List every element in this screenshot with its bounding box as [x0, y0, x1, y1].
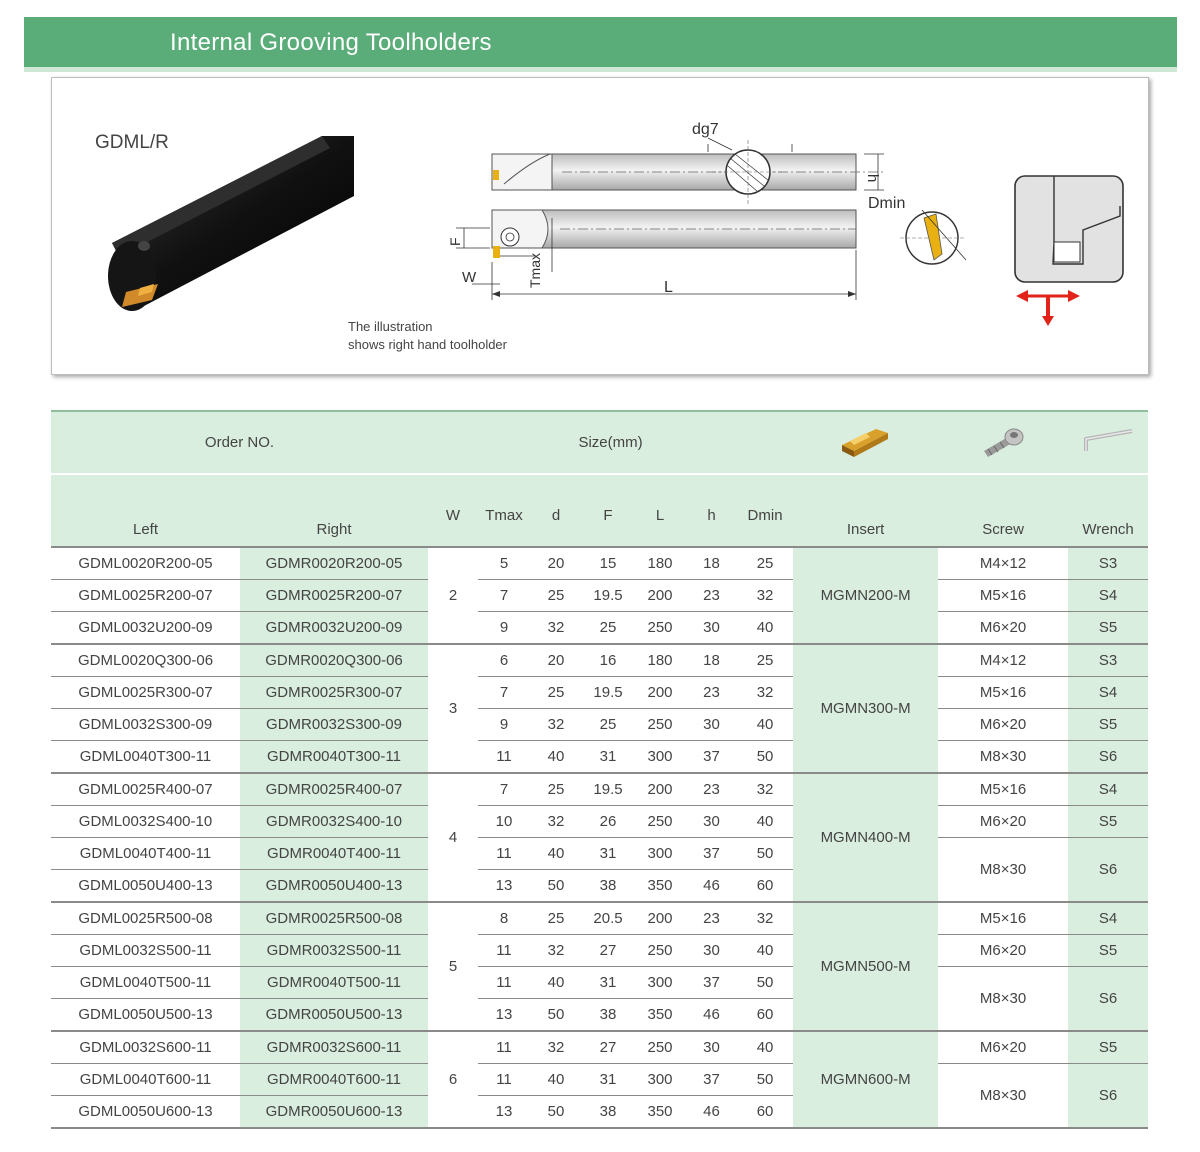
- cell-dmin: 40: [737, 709, 793, 741]
- cell-screw: M8×30: [938, 967, 1068, 1032]
- cell-right: GDMR0032S300-09: [240, 709, 428, 741]
- cell-d: 50: [530, 870, 582, 903]
- cell-right: GDMR0050U400-13: [240, 870, 428, 903]
- header-l: L: [634, 474, 686, 547]
- cell-h: 37: [686, 838, 737, 870]
- table-row: [51, 902, 1148, 935]
- cell-screw: M5×16: [938, 902, 1068, 935]
- cell-tmax: 11: [478, 967, 530, 999]
- cell-screw: M4×12: [938, 547, 1068, 580]
- cell-d: 32: [530, 1031, 582, 1064]
- cell-tmax: 13: [478, 870, 530, 903]
- toolholder-photo: [108, 136, 354, 311]
- cell-right: GDMR0032U200-09: [240, 612, 428, 645]
- cell-l: 200: [634, 677, 686, 709]
- cell-screw: M6×20: [938, 612, 1068, 645]
- cell-tmax: 10: [478, 806, 530, 838]
- cell-dmin: 32: [737, 580, 793, 612]
- cell-screw: M8×30: [938, 838, 1068, 903]
- cell-left: GDML0020R200-05: [51, 547, 240, 580]
- cell-f: 27: [582, 1031, 634, 1064]
- model-label: GDML/R: [95, 132, 169, 153]
- cell-left: GDML0020Q300-06: [51, 644, 240, 677]
- cell-w: 6: [428, 1031, 478, 1128]
- cell-right: GDMR0050U500-13: [240, 999, 428, 1032]
- cell-f: 25: [582, 612, 634, 645]
- cell-left: GDML0040T400-11: [51, 838, 240, 870]
- dim-label-tmax: Tmax: [527, 253, 543, 288]
- cell-d: 25: [530, 580, 582, 612]
- cell-wrench: S4: [1068, 677, 1148, 709]
- cell-tmax: 9: [478, 709, 530, 741]
- cell-left: GDML0025R400-07: [51, 773, 240, 806]
- wrench-icon-cell: [1068, 411, 1148, 474]
- cell-left: GDML0032S300-09: [51, 709, 240, 741]
- illustration-note: [348, 318, 507, 354]
- cell-f: 19.5: [582, 580, 634, 612]
- cell-insert: MGMN400-M: [793, 773, 938, 902]
- page-title: Internal Grooving Toolholders: [170, 29, 492, 56]
- cell-screw: M8×30: [938, 1064, 1068, 1129]
- cell-h: 46: [686, 999, 737, 1032]
- cell-f: 38: [582, 1096, 634, 1129]
- cell-screw: M5×16: [938, 580, 1068, 612]
- cell-d: 20: [530, 644, 582, 677]
- cell-screw: M8×30: [938, 741, 1068, 774]
- cell-wrench: S5: [1068, 612, 1148, 645]
- cell-wrench: S4: [1068, 580, 1148, 612]
- cell-tmax: 5: [478, 547, 530, 580]
- cell-dmin: 32: [737, 902, 793, 935]
- note-line-1: The illustration: [348, 319, 433, 334]
- cell-tmax: 13: [478, 999, 530, 1032]
- cell-right: GDMR0032S600-11: [240, 1031, 428, 1064]
- table-row: [51, 677, 1148, 709]
- cell-f: 25: [582, 709, 634, 741]
- cell-tmax: 8: [478, 902, 530, 935]
- cell-tmax: 11: [478, 1031, 530, 1064]
- table-row: [51, 709, 1148, 741]
- header-h: h: [686, 474, 737, 547]
- cell-l: 350: [634, 999, 686, 1032]
- cell-dmin: 40: [737, 935, 793, 967]
- cell-h: 23: [686, 580, 737, 612]
- cell-wrench: S4: [1068, 773, 1148, 806]
- cell-f: 26: [582, 806, 634, 838]
- cell-l: 180: [634, 547, 686, 580]
- cell-left: GDML0025R500-08: [51, 902, 240, 935]
- cell-dmin: 40: [737, 612, 793, 645]
- cell-f: 19.5: [582, 677, 634, 709]
- cell-l: 300: [634, 967, 686, 999]
- cell-h: 30: [686, 935, 737, 967]
- dim-label-w: W: [462, 269, 477, 286]
- cell-h: 37: [686, 1064, 737, 1096]
- header-order-no: Order NO.: [51, 411, 428, 474]
- cell-screw: M5×16: [938, 773, 1068, 806]
- cell-l: 250: [634, 612, 686, 645]
- cell-f: 16: [582, 644, 634, 677]
- dim-label-h: h: [864, 174, 881, 183]
- cell-d: 32: [530, 806, 582, 838]
- cell-h: 18: [686, 547, 737, 580]
- cell-h: 23: [686, 773, 737, 806]
- header-right: Right: [240, 474, 428, 547]
- top-view: [492, 121, 884, 204]
- header-dmin: Dmin: [737, 474, 793, 547]
- cell-l: 300: [634, 838, 686, 870]
- table-row: [51, 1064, 1148, 1096]
- dim-label-dg7: dg7: [692, 121, 719, 138]
- cell-dmin: 60: [737, 1096, 793, 1129]
- cell-left: GDML0025R300-07: [51, 677, 240, 709]
- note-line-2: shows right hand toolholder: [348, 337, 507, 352]
- cell-tmax: 7: [478, 677, 530, 709]
- header-d: d: [530, 474, 582, 547]
- cell-d: 32: [530, 612, 582, 645]
- cell-left: GDML0032S600-11: [51, 1031, 240, 1064]
- cell-left: GDML0050U500-13: [51, 999, 240, 1032]
- cell-insert: MGMN200-M: [793, 547, 938, 644]
- cell-screw: M6×20: [938, 1031, 1068, 1064]
- cell-left: GDML0032S400-10: [51, 806, 240, 838]
- cell-left: GDML0032U200-09: [51, 612, 240, 645]
- cell-wrench: S6: [1068, 741, 1148, 774]
- table-row: [51, 1031, 1148, 1064]
- table-row: [51, 612, 1148, 645]
- header-insert: Insert: [793, 474, 938, 547]
- groove-detail: [1015, 176, 1123, 326]
- table-row: [51, 806, 1148, 838]
- cell-h: 23: [686, 677, 737, 709]
- dmin-detail: [868, 195, 966, 264]
- cell-l: 350: [634, 870, 686, 903]
- illustration-panel: [51, 77, 1149, 375]
- cell-right: GDMR0020R200-05: [240, 547, 428, 580]
- screw-icon: [978, 421, 1028, 461]
- cell-left: GDML0040T500-11: [51, 967, 240, 999]
- cell-tmax: 11: [478, 741, 530, 774]
- cell-l: 250: [634, 806, 686, 838]
- cell-tmax: 13: [478, 1096, 530, 1129]
- table-row: [51, 935, 1148, 967]
- cell-dmin: 32: [737, 677, 793, 709]
- cell-d: 25: [530, 773, 582, 806]
- cell-d: 40: [530, 838, 582, 870]
- cell-screw: M4×12: [938, 644, 1068, 677]
- header-f: F: [582, 474, 634, 547]
- wrench-icon: [1078, 421, 1138, 461]
- cell-w: 2: [428, 547, 478, 644]
- cell-screw: M6×20: [938, 709, 1068, 741]
- cell-h: 46: [686, 870, 737, 903]
- cell-wrench: S6: [1068, 1064, 1148, 1129]
- cell-d: 32: [530, 935, 582, 967]
- cell-d: 25: [530, 902, 582, 935]
- cell-screw: M6×20: [938, 935, 1068, 967]
- header-left: Left: [51, 474, 240, 547]
- cell-right: GDMR0025R500-08: [240, 902, 428, 935]
- cell-dmin: 50: [737, 741, 793, 774]
- cell-screw: M6×20: [938, 806, 1068, 838]
- cell-h: 30: [686, 709, 737, 741]
- cell-l: 200: [634, 580, 686, 612]
- cell-l: 200: [634, 902, 686, 935]
- cell-right: GDMR0040T600-11: [240, 1064, 428, 1096]
- table-row: [51, 644, 1148, 677]
- cell-d: 50: [530, 1096, 582, 1129]
- cell-f: 31: [582, 967, 634, 999]
- table-row: [51, 741, 1148, 774]
- cell-d: 40: [530, 741, 582, 774]
- cell-w: 4: [428, 773, 478, 902]
- cell-h: 30: [686, 612, 737, 645]
- cell-l: 250: [634, 709, 686, 741]
- spec-table: [51, 410, 1148, 1129]
- cell-left: GDML0025R200-07: [51, 580, 240, 612]
- cell-f: 15: [582, 547, 634, 580]
- cell-tmax: 7: [478, 580, 530, 612]
- cell-dmin: 50: [737, 838, 793, 870]
- cell-h: 46: [686, 1096, 737, 1129]
- cell-right: GDMR0040T500-11: [240, 967, 428, 999]
- cell-wrench: S5: [1068, 935, 1148, 967]
- cell-dmin: 40: [737, 806, 793, 838]
- cell-l: 180: [634, 644, 686, 677]
- header-screw: Screw: [938, 474, 1068, 547]
- cell-right: GDMR0032S400-10: [240, 806, 428, 838]
- cell-h: 37: [686, 967, 737, 999]
- cell-l: 250: [634, 935, 686, 967]
- header-size: Size(mm): [428, 411, 793, 474]
- cell-wrench: S4: [1068, 902, 1148, 935]
- cell-wrench: S5: [1068, 806, 1148, 838]
- cell-right: GDMR0050U600-13: [240, 1096, 428, 1129]
- dim-label-l: L: [664, 279, 673, 296]
- cell-wrench: S6: [1068, 967, 1148, 1032]
- cell-d: 25: [530, 677, 582, 709]
- cell-d: 32: [530, 709, 582, 741]
- header-wrench: Wrench: [1068, 474, 1148, 547]
- cell-dmin: 50: [737, 1064, 793, 1096]
- insert-icon-cell: [793, 411, 938, 474]
- cell-right: GDMR0040T300-11: [240, 741, 428, 774]
- table-row: [51, 580, 1148, 612]
- cell-left: GDML0040T300-11: [51, 741, 240, 774]
- cell-insert: MGMN500-M: [793, 902, 938, 1031]
- header-w: W: [428, 474, 478, 547]
- cell-insert: MGMN300-M: [793, 644, 938, 773]
- cell-f: 38: [582, 870, 634, 903]
- table-row: [51, 967, 1148, 999]
- cell-insert: MGMN600-M: [793, 1031, 938, 1128]
- cell-tmax: 6: [478, 644, 530, 677]
- cell-tmax: 9: [478, 612, 530, 645]
- cell-f: 38: [582, 999, 634, 1032]
- cell-dmin: 40: [737, 1031, 793, 1064]
- cell-left: GDML0050U600-13: [51, 1096, 240, 1129]
- cell-l: 350: [634, 1096, 686, 1129]
- cell-f: 27: [582, 935, 634, 967]
- cell-right: GDMR0025R400-07: [240, 773, 428, 806]
- table-row: [51, 773, 1148, 806]
- cell-wrench: S3: [1068, 644, 1148, 677]
- cell-d: 40: [530, 1064, 582, 1096]
- cell-f: 20.5: [582, 902, 634, 935]
- dim-label-f: F: [447, 237, 463, 246]
- header-tmax: Tmax: [478, 474, 530, 547]
- cell-h: 37: [686, 741, 737, 774]
- cell-tmax: 7: [478, 773, 530, 806]
- insert-icon: [836, 421, 896, 461]
- cell-tmax: 11: [478, 935, 530, 967]
- front-view: [447, 210, 856, 300]
- cell-right: GDMR0025R200-07: [240, 580, 428, 612]
- cell-left: GDML0040T600-11: [51, 1064, 240, 1096]
- cell-w: 3: [428, 644, 478, 773]
- cell-h: 30: [686, 1031, 737, 1064]
- header-banner: [24, 17, 1177, 72]
- cell-right: GDMR0032S500-11: [240, 935, 428, 967]
- cell-l: 200: [634, 773, 686, 806]
- table-row: [51, 547, 1148, 580]
- cell-right: GDMR0025R300-07: [240, 677, 428, 709]
- cell-w: 5: [428, 902, 478, 1031]
- cell-right: GDMR0020Q300-06: [240, 644, 428, 677]
- cell-d: 40: [530, 967, 582, 999]
- cell-wrench: S6: [1068, 838, 1148, 903]
- cell-dmin: 25: [737, 644, 793, 677]
- cell-h: 23: [686, 902, 737, 935]
- cell-f: 31: [582, 838, 634, 870]
- cell-left: GDML0050U400-13: [51, 870, 240, 903]
- cell-dmin: 60: [737, 870, 793, 903]
- cell-left: GDML0032S500-11: [51, 935, 240, 967]
- cell-h: 30: [686, 806, 737, 838]
- dim-label-dmin: Dmin: [868, 195, 906, 212]
- cell-tmax: 11: [478, 838, 530, 870]
- cell-f: 31: [582, 1064, 634, 1096]
- screw-icon-cell: [938, 411, 1068, 474]
- cell-wrench: S5: [1068, 1031, 1148, 1064]
- cell-d: 50: [530, 999, 582, 1032]
- cell-screw: M5×16: [938, 677, 1068, 709]
- cell-dmin: 50: [737, 967, 793, 999]
- table-row: [51, 838, 1148, 870]
- cell-right: GDMR0040T400-11: [240, 838, 428, 870]
- cell-d: 20: [530, 547, 582, 580]
- cell-f: 31: [582, 741, 634, 774]
- cell-h: 18: [686, 644, 737, 677]
- cell-l: 300: [634, 1064, 686, 1096]
- cell-l: 250: [634, 1031, 686, 1064]
- cell-dmin: 32: [737, 773, 793, 806]
- cell-tmax: 11: [478, 1064, 530, 1096]
- cell-wrench: S3: [1068, 547, 1148, 580]
- cell-dmin: 25: [737, 547, 793, 580]
- toolholder-drawing: [52, 78, 1148, 374]
- cell-l: 300: [634, 741, 686, 774]
- cell-dmin: 60: [737, 999, 793, 1032]
- cell-wrench: S5: [1068, 709, 1148, 741]
- cell-f: 19.5: [582, 773, 634, 806]
